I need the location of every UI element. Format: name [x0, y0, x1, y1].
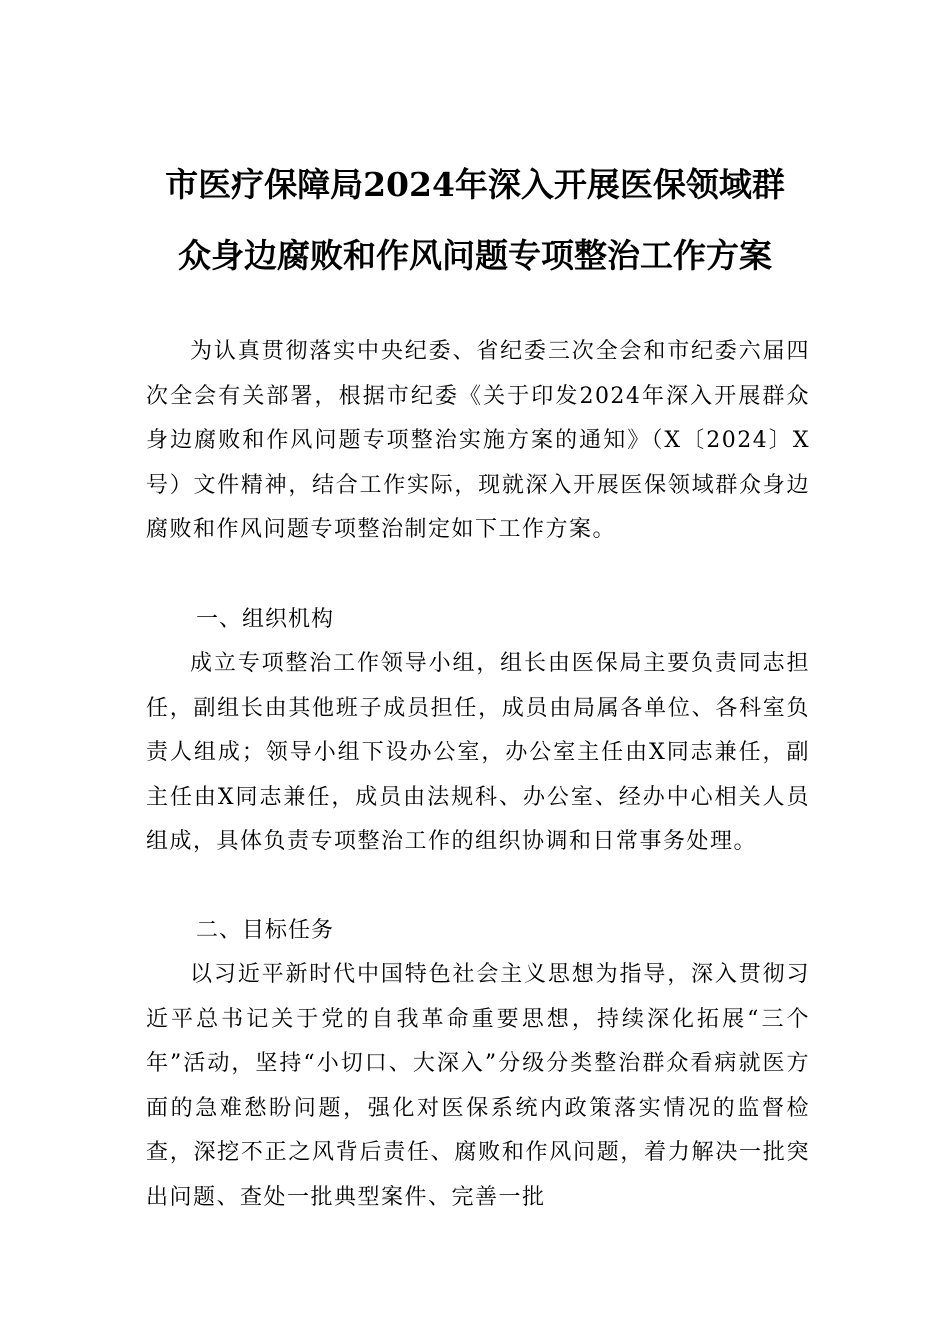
section-1-heading: 一、组织机构 — [196, 607, 335, 632]
section-2-paragraph: 以习近平新时代中国特色社会主义思想为指导，深入贯彻习近平总书记关于党的自我革命重要思想，持续深化拓展“三个年”活动，坚持“小切口、大深入”分级分类整治群众看病就医方面的急难愁盼问题，强化对医保系统内政策落实情况的监督检查，深挖不正之风背后责任、腐败和作风问题，着力解决一批突出问题、查处一批典型案件、完善一批 — [146, 962, 810, 1210]
document-title-line-1: 市医疗保障局2024年深入开展医保领域群 — [165, 165, 785, 204]
section-1-paragraph: 成立专项整治工作领导小组，组长由医保局主要负责同志担任，副组长由其他班子成员担任，成员由局属各单位、各科室负责人组成；领导小组下设办公室，办公室主任由X同志兼任，副主任由X同志兼任，成员由法规科、办公室、经办中心相关人员组成，具体负责专项整治工作的组织协调和日常事务处理。 — [146, 651, 810, 854]
intro-paragraph: 为认真贯彻落实中央纪委、省纪委三次全会和市纪委六届四次全会有关部署，根据市纪委《关于印发2024年深入开展群众身边腐败和作风问题专项整治实施方案的通知》（X〔2024〕X号）文件精神，结合工作实际，现就深入开展医保领域群众身边腐败和作风问题专项整治制定如下工作方案。 — [146, 339, 810, 542]
section-2-heading: 二、目标任务 — [196, 918, 335, 943]
document-title-line-2: 众身边腐败和作风问题专项整治工作方案 — [178, 236, 772, 275]
